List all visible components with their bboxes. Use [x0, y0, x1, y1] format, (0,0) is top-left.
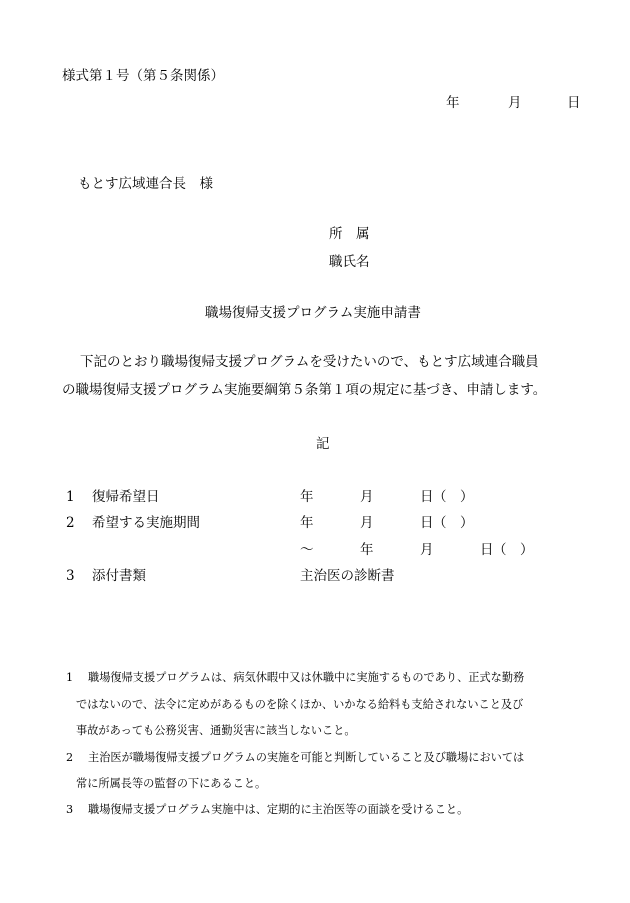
ki-label: 記 [316, 436, 330, 452]
item-1-number: 1 [66, 489, 75, 505]
note-1-line-1: 職場復帰支援プログラムは、病気休暇中又は休職中に実施するものであり、正式な勤務 [88, 671, 525, 684]
note-1-line-2: ではないので、法令に定めがあるものを除くほか、いかなる給料も支給されないこと及び [76, 698, 524, 711]
item-2-number: 2 [66, 515, 75, 531]
item-2-start-weekday: （ ） [433, 515, 474, 531]
affiliation-label: 所 属 [329, 226, 370, 242]
item-1-label: 復帰希望日 [92, 489, 160, 505]
body-line-1: 下記のとおり職場復帰支援プログラムを受けたいので、もとす広域連合職員 [80, 354, 539, 370]
item-1-year: 年 [300, 489, 314, 505]
note-1-line-3: 事故があっても公務災害、通勤災害に該当しないこと。 [76, 724, 356, 737]
form-number: 様式第１号（第５条関係） [62, 68, 224, 84]
item-2-end-day: 日 [480, 542, 494, 558]
item-2-end-weekday: （ ） [493, 542, 534, 558]
note-3-number: 3 [66, 803, 74, 816]
item-2-tilde: ～ [300, 542, 314, 558]
item-2-label: 希望する実施期間 [92, 515, 200, 531]
note-1-number: 1 [66, 671, 74, 684]
note-2-line-2: 常に所属長等の監督の下にあること。 [76, 777, 267, 790]
date-day-label: 日 [567, 95, 581, 111]
body-line-2: の職場復帰支援プログラム実施要綱第５条第１項の規定に基づき、申請します。 [62, 382, 547, 398]
item-1-month: 月 [360, 489, 374, 505]
item-3-number: 3 [66, 568, 75, 584]
date-year-label: 年 [446, 95, 460, 111]
item-2-start-year: 年 [300, 515, 314, 531]
item-3-value: 主治医の診断書 [300, 568, 395, 584]
item-1-weekday: （ ） [433, 489, 474, 505]
item-1-day: 日 [420, 489, 434, 505]
staff-name-label: 職氏名 [329, 254, 370, 270]
document-title: 職場復帰支援プログラム実施申請書 [205, 305, 421, 321]
item-2-end-month: 月 [420, 542, 434, 558]
item-3-label: 添付書類 [92, 568, 146, 584]
item-2-start-day: 日 [420, 515, 434, 531]
addressee: もとす広域連合長 様 [78, 176, 213, 192]
note-2-line-1: 主治医が職場復帰支援プログラムの実施を可能と判断していること及び職場においては [88, 751, 525, 764]
item-2-start-month: 月 [360, 515, 374, 531]
date-month-label: 月 [508, 95, 522, 111]
item-2-end-year: 年 [360, 542, 374, 558]
note-2-number: 2 [66, 751, 74, 764]
note-3-line-1: 職場復帰支援プログラム実施中は、定期的に主治医等の面談を受けること。 [88, 803, 469, 816]
